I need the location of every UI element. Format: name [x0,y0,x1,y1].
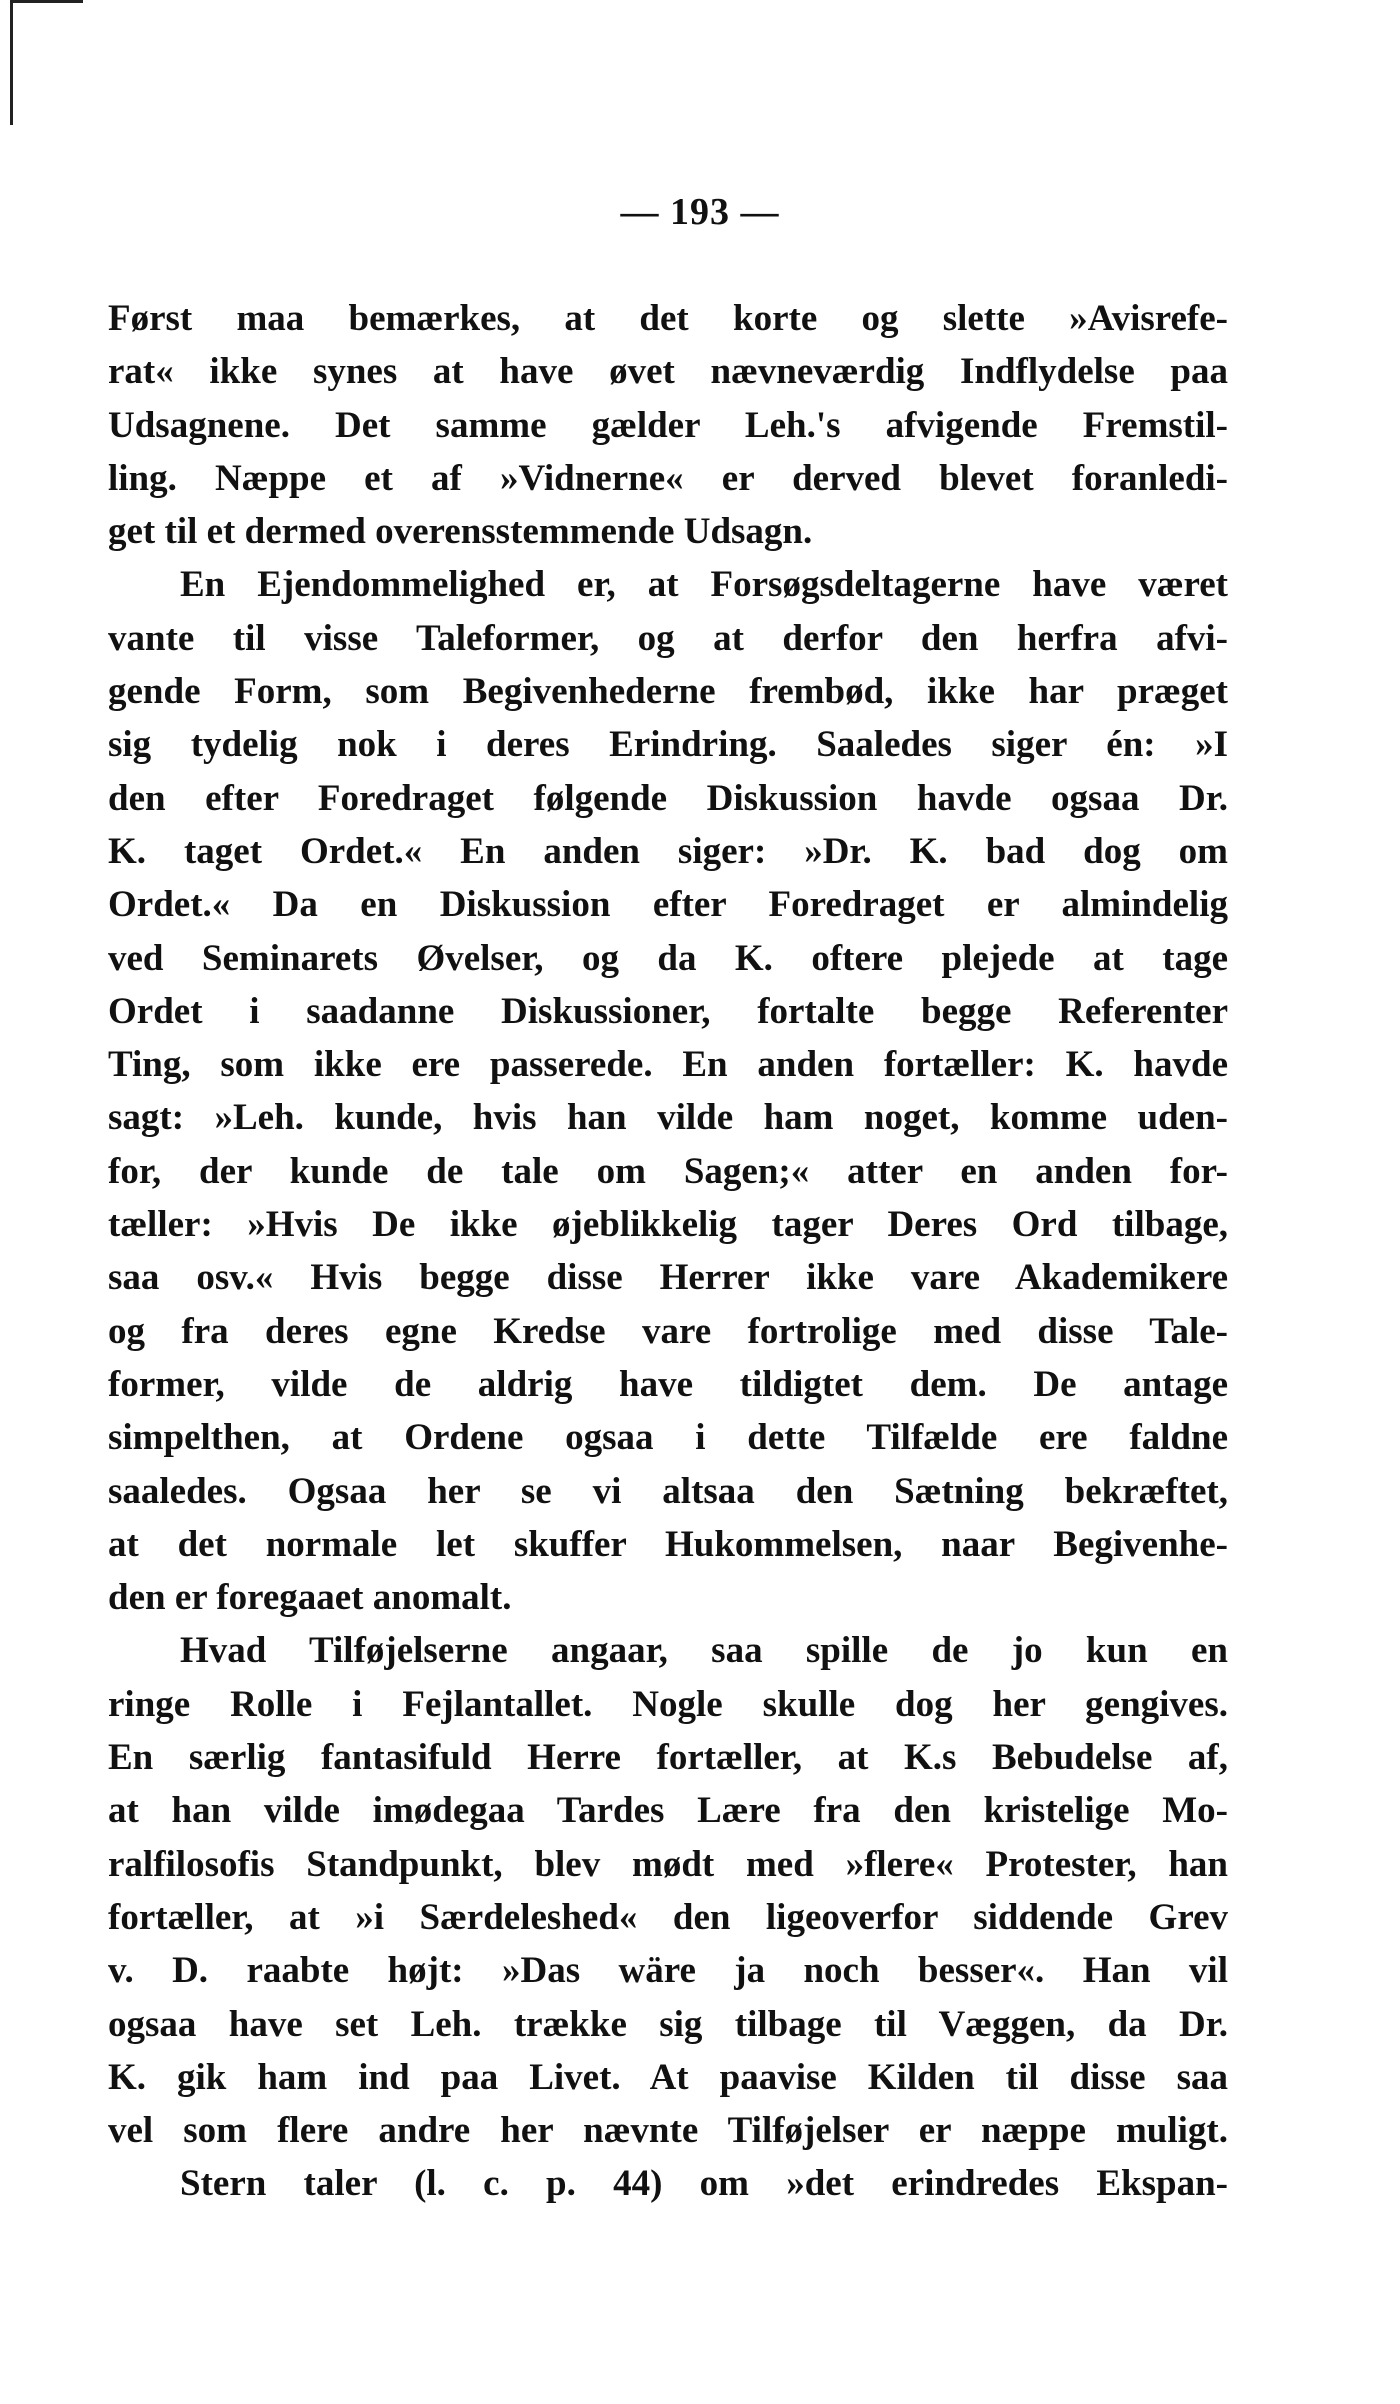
text-line: saaledes. Ogsaa her se vi altsaa den Sætning bekræftet, [108,1470,1228,1512]
text-line: Ordet i saadanne Diskussioner, fortalte begge Referenter [108,990,1228,1032]
text-line: vel som flere andre her nævnte Tilføjelser er næppe muligt. [108,2110,1228,2152]
text-line: sig tydelig nok i deres Erindring. Saaledes siger én: »I [108,724,1228,766]
text-line: vante til visse Taleformer, og at derfor den herfra afvi- [108,617,1228,659]
text-line: tæller: »Hvis De ikke øjeblikkelig tager Deres Ord tilbage, [108,1204,1228,1246]
text-line: gende Form, som Begivenhederne frembød, ikke har præget [108,671,1228,713]
text-line: Ordet.« Da en Diskussion efter Foredraget er almindelig [108,884,1228,926]
page-corner-mark [10,0,83,103]
text-line: get til et dermed overensstemmende Udsagn. [108,511,813,553]
text-line: En særlig fantasifuld Herre fortæller, at K.s Bebudelse af, [108,1737,1228,1779]
text-line: fortæller, at »i Særdeleshed« den ligeoverfor siddende Grev [108,1896,1228,1938]
text-line: ling. Næppe et af »Vidnerne« er derved blevet foranledi- [108,457,1228,499]
text-line: ogsaa have set Leh. trække sig tilbage til Væggen, da Dr. [108,2003,1228,2045]
text-line: Først maa bemærkes, at det korte og slette »Avisrefe- [108,298,1228,339]
text-line: saa osv.« Hvis begge disse Herrer ikke vare Akademikere [108,1257,1228,1299]
text-line: for, der kunde de tale om Sagen;« atter en anden for- [108,1150,1228,1192]
text-line: v. D. raabte højt: »Das wäre ja noch besser«. Han vil [108,1950,1228,1992]
text-line: Hvad Tilføjelserne angaar, saa spille de jo kun en [180,1630,1228,1672]
text-line: Stern taler (l. c. p. 44) om »det erindredes Ekspan- [180,2163,1228,2205]
text-line: rat« ikke synes at have øvet nævneværdig Indflydelse paa [108,351,1228,393]
text-line: at han vilde imødegaa Tardes Lære fra den kristelige Mo- [108,1790,1228,1832]
text-line: simpelthen, at Ordene ogsaa i dette Tilfælde ere faldne [108,1417,1228,1459]
text-line: ralfilosofis Standpunkt, blev mødt med »flere« Protester, han [108,1843,1228,1885]
body-text [108,292,1228,2211]
page-number: — 193 — [620,191,780,233]
text-line: den efter Foredraget følgende Diskussion havde ogsaa Dr. [108,777,1228,819]
text-line: og fra deres egne Kredse vare fortrolige med disse Tale- [108,1310,1228,1352]
text-line: den er foregaaet anomalt. [108,1577,512,1619]
text-line: Udsagnene. Det samme gælder Leh.'s afvigende Fremstil- [108,404,1228,446]
text-line: K. taget Ordet.« En anden siger: »Dr. K. bad dog om [108,830,1228,872]
text-line: ved Seminarets Øvelser, og da K. oftere plejede at tage [108,937,1228,979]
text-line: at det normale let skuffer Hukommelsen, naar Begivenhe- [108,1523,1228,1565]
text-line: K. gik ham ind paa Livet. At paavise Kilden til disse saa [108,2056,1228,2098]
text-line: sagt: »Leh. kunde, hvis han vilde ham noget, komme uden- [108,1097,1228,1139]
text-line: En Ejendommelighed er, at Forsøgsdeltagerne have været [180,564,1228,606]
text-line: former, vilde de aldrig have tildigtet dem. De antage [108,1363,1228,1405]
text-line: ringe Rolle i Fejlantallet. Nogle skulle dog her gengives. [108,1683,1228,1725]
text-line: Ting, som ikke ere passerede. En anden fortæller: K. havde [108,1044,1228,1086]
